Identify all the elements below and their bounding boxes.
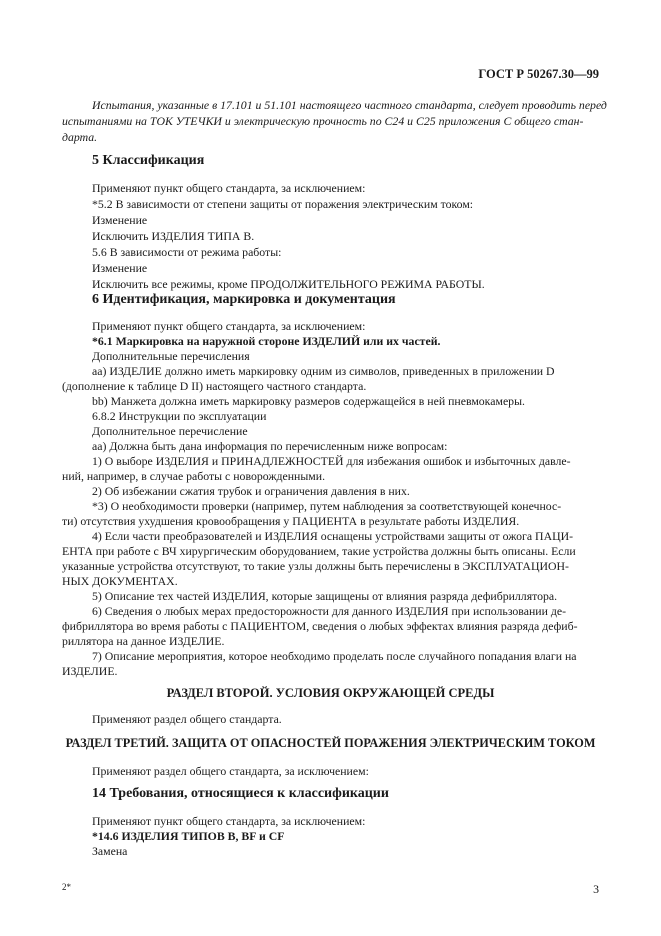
footer-sheet-mark: 2* xyxy=(62,882,71,892)
page-number: 3 xyxy=(593,882,599,896)
s5-line: Исключить все режимы, кроме ПРОДОЛЖИТЕЛЬНОГО РЕЖИМА РАБОТЫ. xyxy=(92,277,485,291)
s6-line: аа) Должна быть дана информация по перечисленным ниже вопросам: xyxy=(92,439,448,453)
s5-line: Изменение xyxy=(92,213,148,227)
s6-line: НЫХ ДОКУМЕНТАХ. xyxy=(62,574,178,588)
s14-line: Применяют пункт общего стандарта, за исключением: xyxy=(92,814,366,828)
section-5-title: 5 Классификация xyxy=(92,153,205,168)
s5-line: 5.6 В зависимости от режима работы: xyxy=(92,245,282,259)
s6-line: ти) отсутствия ухудшения кровообращения у ПАЦИЕНТА в результате работы ИЗДЕЛИЯ. xyxy=(62,514,520,528)
intro-line-3: дарта. xyxy=(62,130,98,144)
s6-line: 2) Об избежании сжатия трубок и ограничения давления в них. xyxy=(92,484,410,498)
s5-line: Изменение xyxy=(92,261,148,275)
s6-line: ЕНТА при работе с ВЧ хирургическим оборудованием, такие устройства должны быть описаны. Если xyxy=(62,544,576,558)
s6-line: фибриллятора во время работы с ПАЦИЕНТОМ, сведения о любых эффектах влияния разряда дефиб- xyxy=(62,619,578,633)
part-2-text: Применяют раздел общего стандарта. xyxy=(92,712,282,726)
s5-line: Применяют пункт общего стандарта, за исключением: xyxy=(92,181,366,195)
s6-line: ИЗДЕЛИЕ. xyxy=(62,664,118,678)
s6-line: аа) ИЗДЕЛИЕ должно иметь маркировку одним из символов, приведенных в приложении D xyxy=(92,364,555,378)
part-3-text: Применяют раздел общего стандарта, за исключением: xyxy=(92,764,369,778)
s6-line-bold: *6.1 Маркировка на наружной стороне ИЗДЕЛИЙ или их частей. xyxy=(92,334,441,348)
standard-header: ГОСТ Р 50267.30—99 xyxy=(478,67,599,81)
s6-line: 6.8.2 Инструкции по эксплуатации xyxy=(92,409,267,423)
s6-line: риллятора на данное ИЗДЕЛИЕ. xyxy=(62,634,225,648)
s6-line: 1) О выборе ИЗДЕЛИЯ и ПРИНАДЛЕЖНОСТЕЙ для избежания ошибок и избыточных давле- xyxy=(92,454,571,468)
s6-line: 7) Описание мероприятия, которое необходимо проделать после случайного попадания влаги на xyxy=(92,649,577,663)
s5-line: *5.2 В зависимости от степени защиты от поражения электрическим током: xyxy=(92,197,474,211)
s6-line: Дополнительные перечисления xyxy=(92,349,250,363)
s6-line: указанные устройства отсутствуют, то такие узлы должны быть перечислены в ЭКСПЛУАТАЦИОН- xyxy=(62,559,569,573)
s6-line: *3) О необходимости проверки (например, путем наблюдения за соответствующей конечнос- xyxy=(92,499,562,513)
section-14-title: 14 Требования, относящиеся к классификации xyxy=(92,786,389,801)
s6-line: 5) Описание тех частей ИЗДЕЛИЯ, которые защищены от влияния разряда дефибриллятора. xyxy=(92,589,558,603)
intro-line-1: Испытания, указанные в 17.101 и 51.101 настоящего частного стандарта, следует проводить перед xyxy=(92,98,607,112)
part-2-title: РАЗДЕЛ ВТОРОЙ. УСЛОВИЯ ОКРУЖАЮЩЕЙ СРЕДЫ xyxy=(166,686,495,700)
s6-line: ний, например, в случае работы с новорожденными. xyxy=(62,469,326,483)
s5-line: Исключить ИЗДЕЛИЯ ТИПА B. xyxy=(92,229,255,243)
s14-line: Замена xyxy=(92,844,128,858)
part-3-title: РАЗДЕЛ ТРЕТИЙ. ЗАЩИТА ОТ ОПАСНОСТЕЙ ПОРАЖЕНИЯ ЭЛЕКТРИЧЕСКИМ ТОКОМ xyxy=(65,736,596,750)
s14-line-bold: *14.6 ИЗДЕЛИЯ ТИПОВ В, BF и CF xyxy=(92,829,285,843)
s6-line: 6) Сведения о любых мерах предосторожности для данного ИЗДЕЛИЯ при использовании де- xyxy=(92,604,567,618)
s6-line: Применяют пункт общего стандарта, за исключением: xyxy=(92,319,366,333)
section-6-title: 6 Идентификация, маркировка и документация xyxy=(92,292,396,307)
s6-line: 4) Если части преобразователей и ИЗДЕЛИЯ оснащены устройствами защиты от ожога ПАЦИ- xyxy=(92,529,574,543)
s6-line: (дополнение к таблице D II) настоящего частного стандарта. xyxy=(62,379,367,393)
s6-line: bb) Манжета должна иметь маркировку размеров содержащейся в ней пневмокамеры. xyxy=(92,394,525,408)
s6-line: Дополнительное перечисление xyxy=(92,424,248,438)
intro-line-2: испытаниями на ТОК УТЕЧКИ и электрическую прочность по С24 и С25 приложения С общего стан- xyxy=(62,114,584,128)
